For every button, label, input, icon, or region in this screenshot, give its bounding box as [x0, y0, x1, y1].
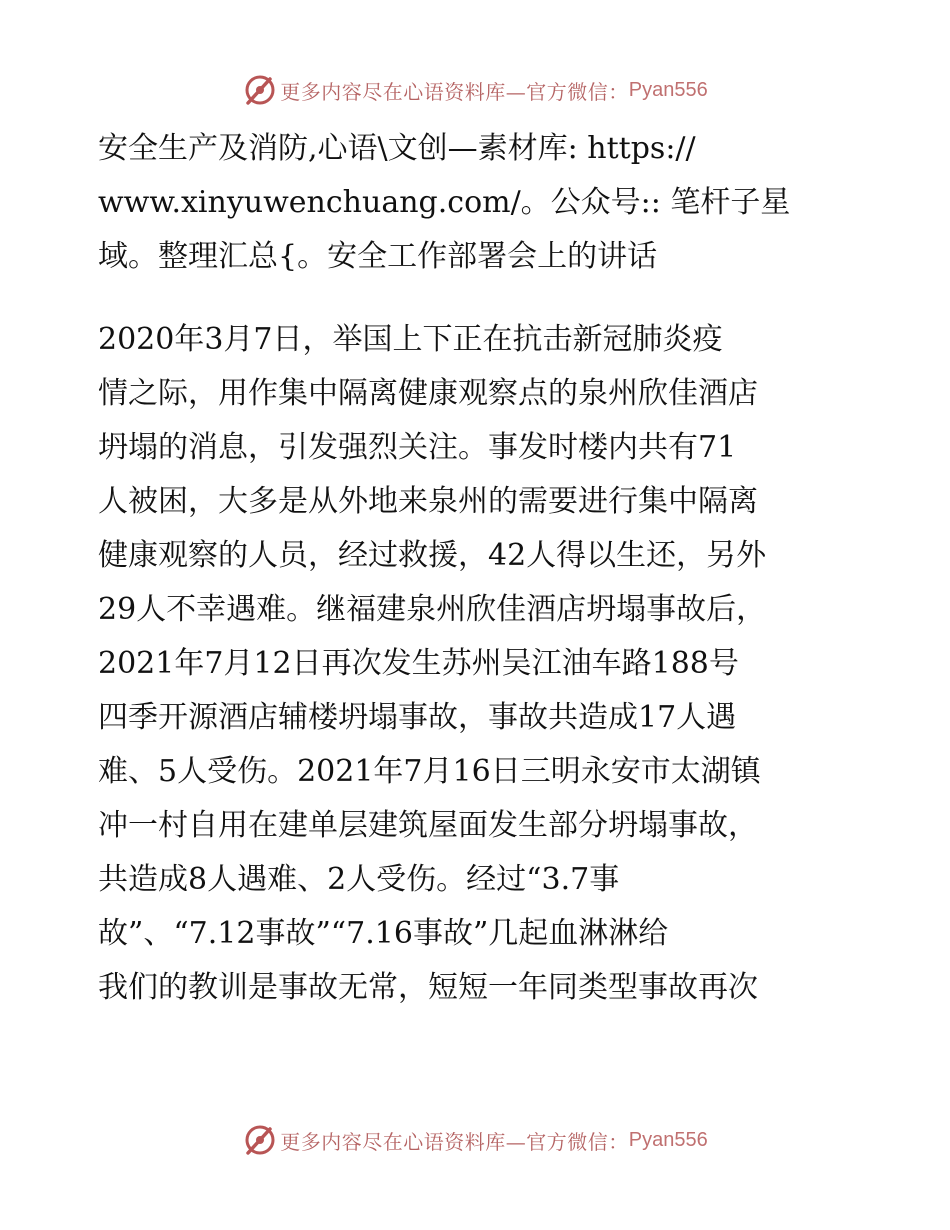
footer-wechat-id: Pyan556 — [628, 1128, 708, 1151]
paragraph-body — [98, 313, 878, 1015]
text-line: 2021年7月12日再次发生苏州吴江油车路188号 — [98, 646, 739, 681]
text-line: 共造成8人遇难、2人受伤。经过“3.7事 — [98, 862, 620, 897]
text-line: 故”、“7.12事故”“7.16事故”几起血淋淋给 — [98, 916, 669, 951]
text-line: 我们的教训是事故无常，短短一年同类型事故再次 — [98, 970, 758, 1005]
footer-banner — [0, 1120, 950, 1160]
brush-logo-icon — [242, 1122, 278, 1158]
text-line: 情之际，用作集中隔离健康观察点的泉州欣佳酒店 — [98, 376, 758, 411]
text-line: 人被困，大多是从外地来泉州的需要进行集中隔离 — [98, 484, 758, 519]
text-line: 冲一村自用在建单层建筑屋面发生部分坍塌事故， — [98, 808, 758, 843]
text-line: 难、5人受伤。2021年7月16日三明永安市太湖镇 — [98, 754, 761, 789]
footer-banner-text: 更多内容尽在心语资料库—官方微信： — [280, 1129, 629, 1154]
text-line: 坍塌的消息，引发强烈关注。事发时楼内共有71 — [98, 430, 737, 465]
text-line: 四季开源酒店辅楼坍塌事故，事故共造成17人遇 — [98, 700, 737, 735]
header-banner-text: 更多内容尽在心语资料库—官方微信： — [280, 79, 629, 104]
header-wechat-id: Pyan556 — [628, 78, 708, 101]
text-line: 2020年3月7日，举国上下正在抗击新冠肺炎疫 — [98, 322, 723, 357]
brush-logo-icon — [242, 72, 278, 108]
text-line: 安全生产及消防,心语\文创—素材库: https:// — [98, 131, 696, 166]
text-line: 29人不幸遇难。继福建泉州欣佳酒店坍塌事故后， — [98, 592, 767, 627]
text-line: www.xinyuwenchuang.com/。公众号:: 笔杆子星 — [98, 185, 791, 220]
paragraph-intro — [98, 122, 878, 284]
header-banner — [0, 70, 950, 110]
text-line: 健康观察的人员，经过救援，42人得以生还，另外 — [98, 538, 767, 573]
text-line: 域。整理汇总{。安全工作部署会上的讲话 — [98, 239, 658, 274]
